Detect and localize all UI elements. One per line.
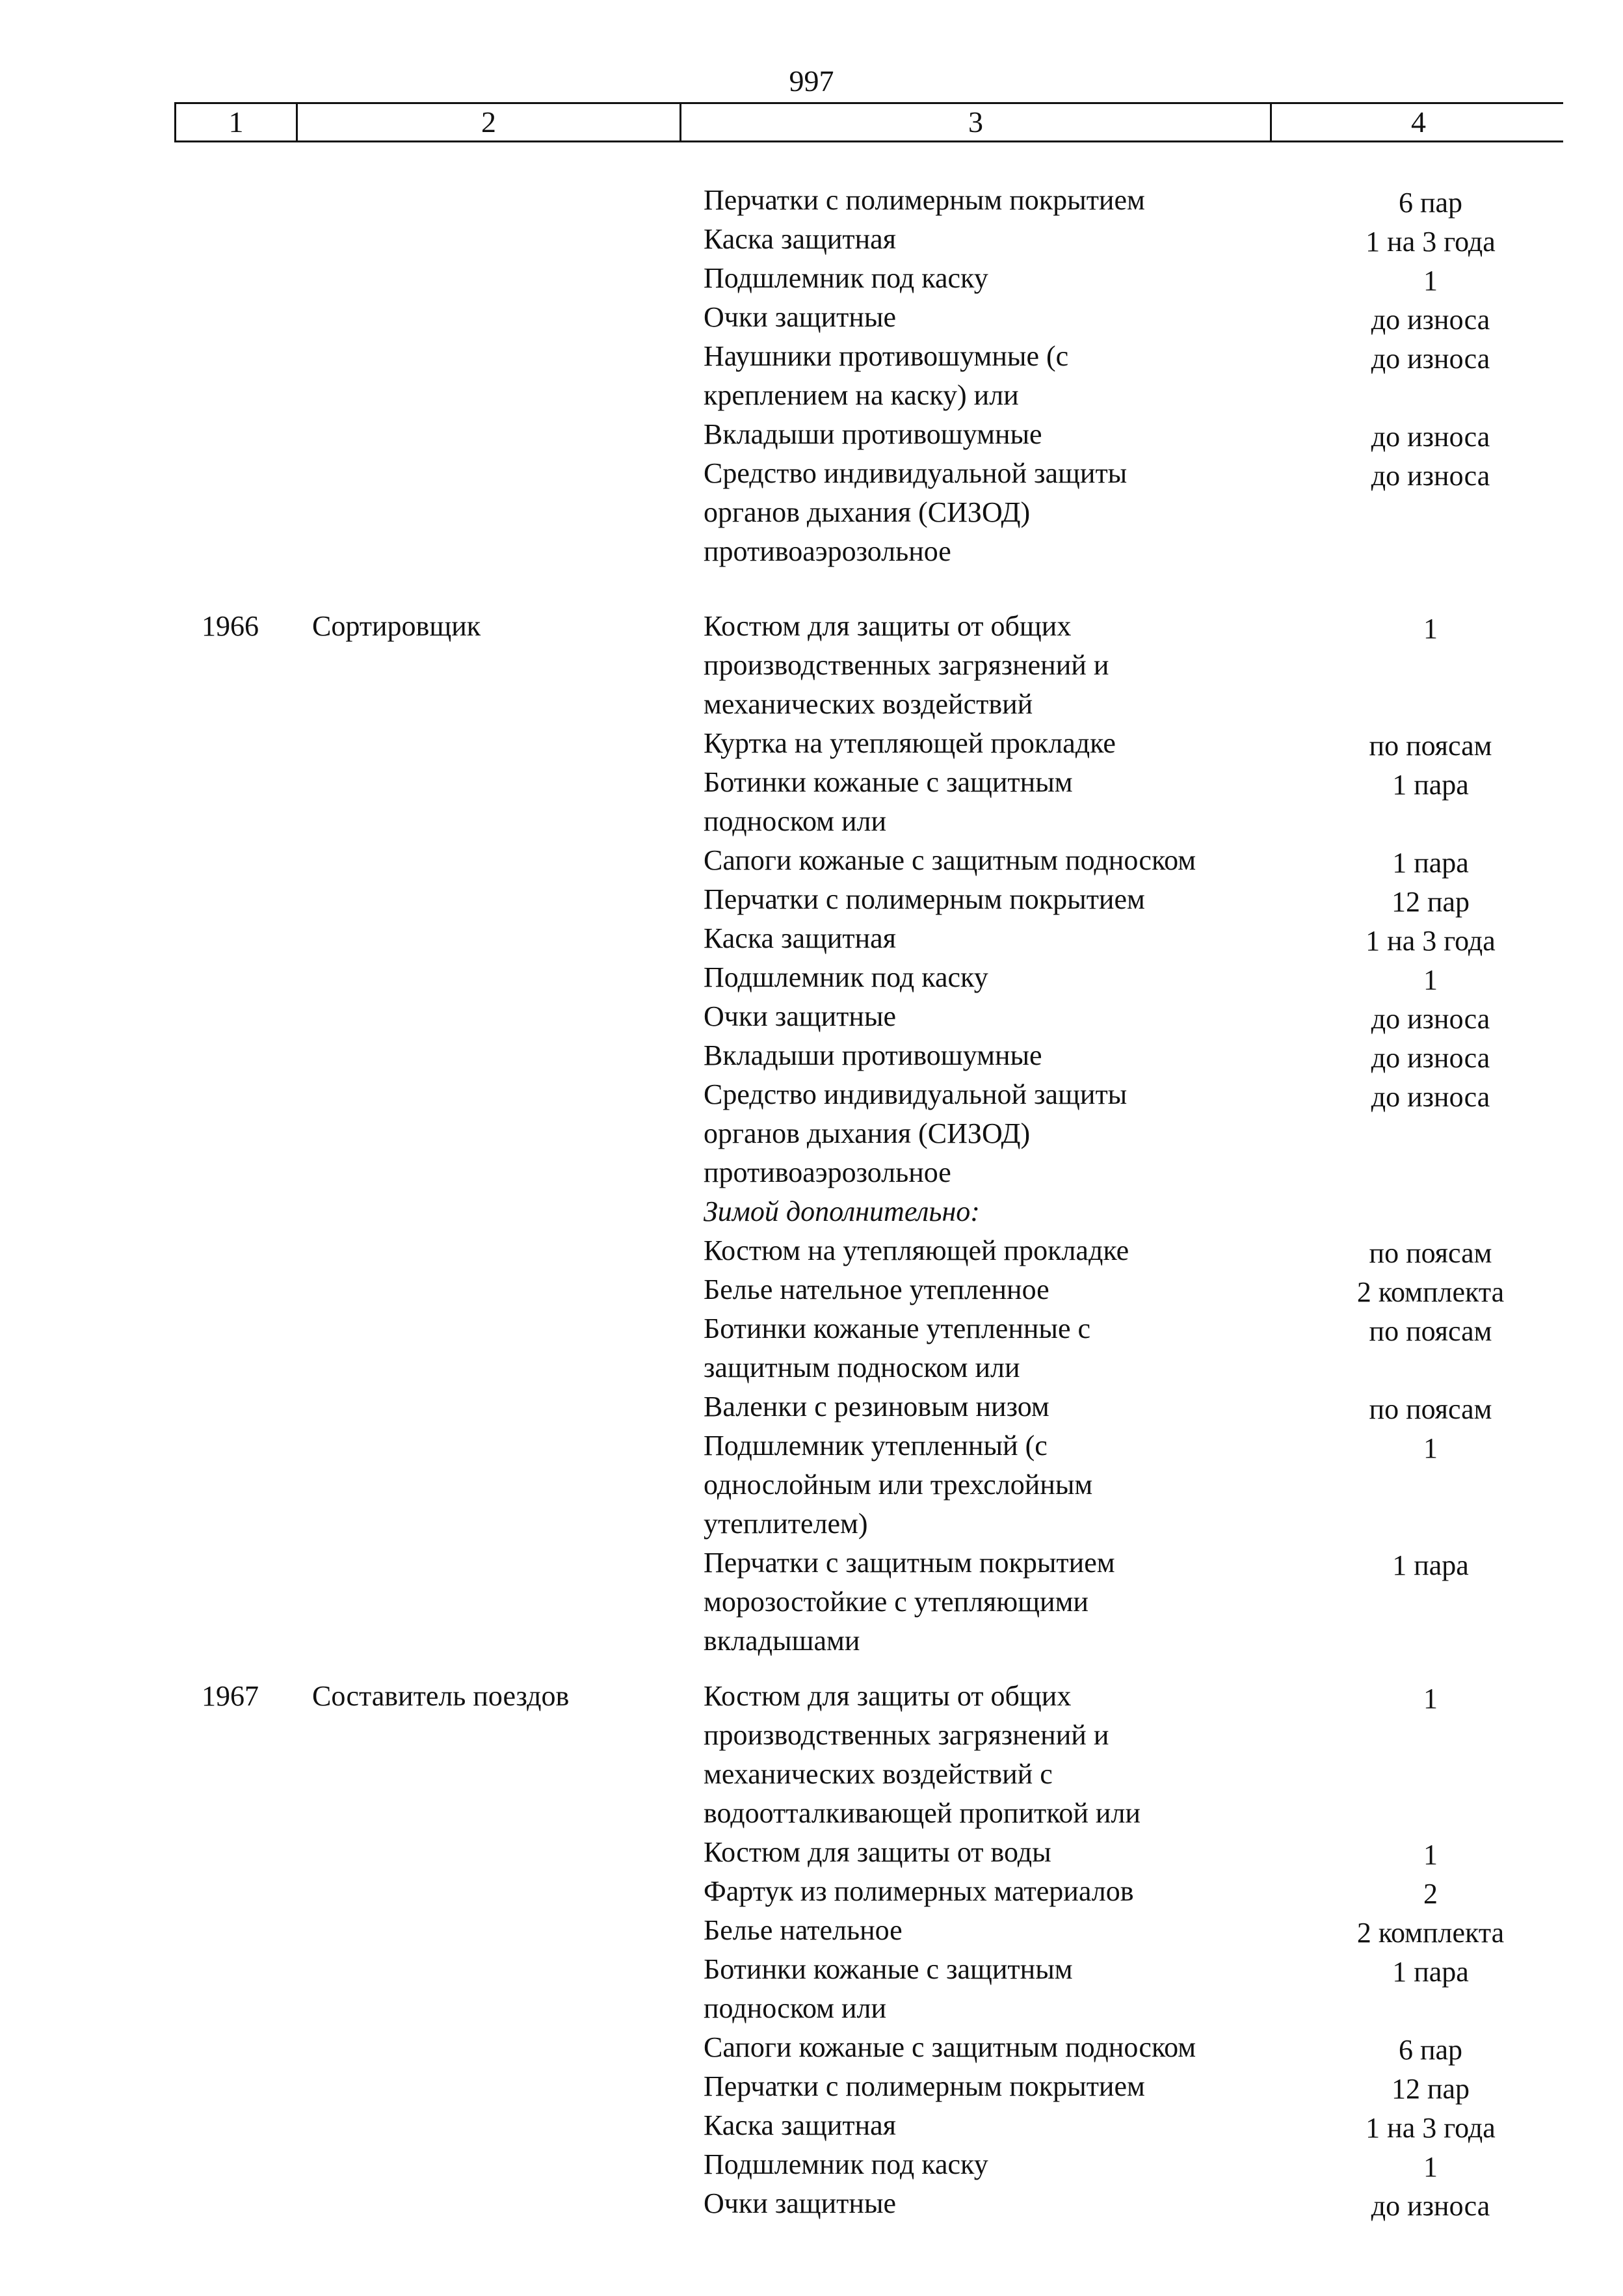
entry-profession: Сортировщик	[312, 610, 481, 642]
list-item	[0, 1872, 1623, 1911]
list-item	[0, 1309, 1623, 1387]
list-item	[0, 454, 1623, 571]
list-item	[0, 763, 1623, 841]
list-item	[0, 1677, 1623, 1833]
list-item	[0, 1950, 1623, 2028]
list-item	[0, 1270, 1623, 1309]
list-item	[0, 1911, 1623, 1950]
item-name: Каска защитная	[704, 922, 896, 954]
entry-code: 1966	[202, 610, 259, 642]
list-item	[0, 2145, 1623, 2184]
list-item	[0, 1833, 1623, 1872]
entry-profession: Составитель поездов	[312, 1680, 570, 1712]
item-name: Костюм для защиты от общих производственных загрязнений и механических воздействий	[704, 610, 1109, 720]
item-norm: 12 пар	[1391, 2073, 1470, 2105]
list-item	[0, 415, 1623, 454]
item-norm: до износа	[1371, 343, 1490, 375]
item-name: Средство индивидуальной защиты органов дыхания (СИЗОД) противоаэрозольное	[704, 457, 1128, 567]
list-item	[0, 841, 1623, 880]
list-item	[0, 958, 1623, 997]
item-name: Костюм для защиты от воды	[704, 1836, 1051, 1868]
item-name: Костюм для защиты от общих производственных загрязнений и механических воздействий с водоотталкивающей пропиткой или	[704, 1680, 1141, 1829]
column-header-1: 1	[228, 105, 244, 139]
item-name: Ботинки кожаные с защитным подноском или	[704, 766, 1073, 837]
item-norm: 1	[1423, 613, 1438, 645]
item-name: Очки защитные	[704, 301, 897, 333]
list-item	[0, 724, 1623, 763]
item-name: Каска защитная	[704, 2109, 896, 2141]
item-norm: 1 на 3 года	[1366, 925, 1496, 957]
item-norm: по поясам	[1369, 730, 1492, 762]
list-item	[0, 1231, 1623, 1270]
entry-1966	[0, 607, 1623, 1661]
list-item	[0, 259, 1623, 298]
list-item	[0, 880, 1623, 919]
item-norm: 1 пара	[1392, 1549, 1469, 1581]
item-norm: 2 комплекта	[1356, 1917, 1505, 1949]
item-norm: 6 пар	[1398, 2034, 1463, 2066]
item-name: Сапоги кожаные с защитным подноском	[704, 2031, 1196, 2063]
item-name: Очки защитные	[704, 1000, 897, 1032]
item-name: Подшлемник под каску	[704, 961, 988, 993]
list-item	[0, 337, 1623, 415]
list-item	[0, 2028, 1623, 2067]
list-item	[0, 220, 1623, 259]
item-norm: до износа	[1371, 2190, 1490, 2222]
column-header-2: 2	[481, 105, 496, 139]
item-norm: 2 комплекта	[1356, 1276, 1505, 1308]
item-name: Белье нательное	[704, 1914, 903, 1946]
item-name: Ботинки кожаные утепленные с защитным подноском или	[704, 1313, 1091, 1383]
list-item	[0, 1036, 1623, 1075]
item-name: Валенки с резиновым низом	[704, 1391, 1049, 1422]
column-header-4: 4	[1411, 105, 1426, 139]
item-norm: 1	[1423, 2151, 1438, 2183]
item-norm: 1	[1423, 1432, 1438, 1464]
item-norm: до износа	[1371, 304, 1490, 336]
item-name: Фартук из полимерных материалов	[704, 1875, 1134, 1907]
item-name: Белье нательное утепленное	[704, 1274, 1049, 1305]
column-header-row	[174, 102, 1563, 142]
item-norm: 1 на 3 года	[1366, 226, 1496, 258]
item-name: Подшлемник под каску	[704, 2148, 988, 2180]
item-norm: до износа	[1371, 1081, 1490, 1113]
list-item	[0, 2067, 1623, 2106]
continuation-block	[0, 181, 1623, 571]
column-header-3: 3	[968, 105, 983, 139]
item-name: Очки защитные	[704, 2187, 897, 2219]
item-name: Вкладыши противошумные	[704, 1039, 1042, 1071]
item-name: Сапоги кожаные с защитным подноском	[704, 844, 1196, 876]
item-name: Каска защитная	[704, 223, 896, 255]
item-norm: до износа	[1371, 460, 1490, 492]
item-norm: 1 на 3 года	[1366, 2112, 1496, 2144]
item-name: Перчатки с полимерным покрытием	[704, 883, 1145, 915]
list-item	[0, 181, 1623, 220]
item-norm: 1	[1423, 1683, 1438, 1715]
list-item	[0, 607, 1623, 724]
item-name: Костюм на утепляющей прокладке	[704, 1235, 1129, 1266]
item-norm: 12 пар	[1391, 886, 1470, 918]
item-norm: до износа	[1371, 1003, 1490, 1035]
item-norm: 1	[1423, 964, 1438, 996]
list-item	[0, 919, 1623, 958]
list-item	[0, 1543, 1623, 1661]
item-norm: до износа	[1371, 421, 1490, 453]
item-norm: по поясам	[1369, 1315, 1492, 1347]
item-norm: 1 пара	[1392, 769, 1469, 801]
list-item	[0, 2184, 1623, 2223]
item-norm: 1	[1423, 1839, 1438, 1871]
page-number: 997	[789, 64, 834, 98]
item-name: Подшлемник утепленный (с однослойным или трехслойным утеплителем)	[704, 1430, 1093, 1540]
list-item	[0, 2106, 1623, 2145]
item-norm: 1 пара	[1392, 1956, 1469, 1988]
list-item	[0, 1426, 1623, 1543]
item-norm: до износа	[1371, 1042, 1490, 1074]
item-name: Средство индивидуальной защиты органов дыхания (СИЗОД) противоаэрозольное	[704, 1078, 1128, 1188]
item-norm: по поясам	[1369, 1393, 1492, 1425]
section-note: Зимой дополнительно:	[704, 1195, 980, 1227]
entry-code: 1967	[202, 1680, 259, 1712]
list-item	[0, 1075, 1623, 1192]
item-norm: 1 пара	[1392, 847, 1469, 879]
item-name: Подшлемник под каску	[704, 262, 988, 294]
list-item	[0, 1192, 1623, 1231]
item-norm: 1	[1423, 265, 1438, 297]
item-name: Перчатки с полимерным покрытием	[704, 184, 1145, 216]
item-name: Перчатки с полимерным покрытием	[704, 2070, 1145, 2102]
item-norm: 6 пар	[1398, 187, 1463, 219]
item-norm: по поясам	[1369, 1237, 1492, 1269]
item-name: Наушники противошумные (с креплением на каску) или	[704, 340, 1069, 411]
list-item	[0, 1387, 1623, 1426]
item-name: Перчатки с защитным покрытием морозостойкие с утепляющими вкладышами	[704, 1547, 1115, 1657]
item-name: Вкладыши противошумные	[704, 418, 1042, 450]
list-item	[0, 997, 1623, 1036]
item-name: Ботинки кожаные с защитным подноском или	[704, 1953, 1073, 2024]
list-item	[0, 298, 1623, 337]
item-norm: 2	[1423, 1878, 1438, 1910]
entry-1967	[0, 1677, 1623, 2223]
item-name: Куртка на утепляющей прокладке	[704, 727, 1116, 759]
